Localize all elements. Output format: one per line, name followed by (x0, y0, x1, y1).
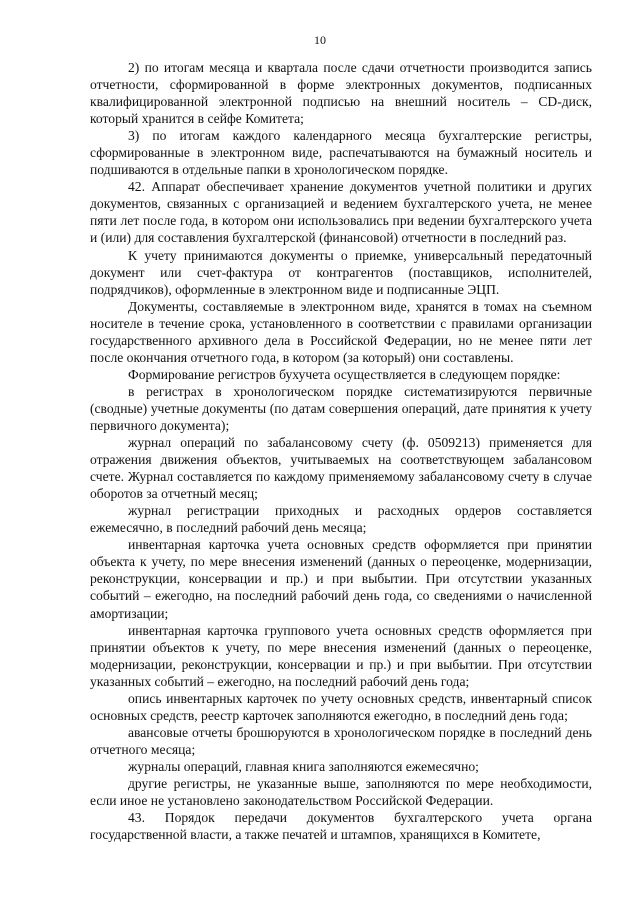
paragraph: инвентарная карточка учета основных средств оформляется при принятии объекта к учету, по мере внесения изменений (данных о переоценке, модернизации, реконструкции, консервации и пр.) и при выбытии. При отсутствии указанных событий – ежегодно, на последний рабочий день года, со сведениями о начисленной амортизации; (90, 537, 592, 621)
paragraph: другие регистры, не указанные выше, заполняются по мере необходимости, если иное не установлено законодательством Российской Федерации. (90, 775, 592, 809)
paragraph: инвентарная карточка группового учета основных средств оформляется при принятии объектов к учету, по мере внесения изменений (данных о переоценке, модернизации, реконструкции, консервации и пр.) и при выбытии. При отсутствии указанных событий – ежегодно, на последний рабочий день года; (90, 622, 592, 689)
paragraph: 2) по итогам месяца и квартала после сдачи отчетности производится запись отчетности, сформированной в форме электронных документов, подписанных квалифицированной электронной подписью на внешний носитель – CD-диск, который хранится в сейфе Комитета; (90, 60, 592, 127)
paragraph: журнал операций по забалансовому счету (ф. 0509213) применяется для отражения движения объектов, учитываемых на соответствующем забалансовом счете. Журнал составляется по каждому применяемому забалансовому счету в случае оборотов за отчетный месяц; (90, 435, 592, 502)
paragraph: Формирование регистров бухучета осуществляется в следующем порядке: (128, 366, 561, 382)
document-body (90, 59, 592, 843)
paragraph: журнал регистрации приходных и расходных ордеров составляется ежемесячно, в последний рабочий день месяца; (90, 503, 592, 536)
page-number: 10 (314, 33, 326, 47)
paragraph: Документы, составляемые в электронном виде, хранятся в томах на съемном носителе в течение срока, установленного в соответствии с правилами организации государственного архивного дела в Российской Федерации, но не менее пяти лет после окончания отчетного года, в котором (за который) они составлены. (90, 298, 592, 365)
paragraph: журналы операций, главная книга заполняются ежемесячно; (128, 758, 479, 774)
paragraph: К учету принимаются документы о приемке, универсальный передаточный документ или счет-фактура от контрагентов (поставщиков, исполнителей, подрядчиков), оформленные в электронном виде и подписанные ЭЦП. (90, 247, 592, 297)
paragraph: 42. Аппарат обеспечивает хранение документов учетной политики и других документов, связанных с организацией и ведением бухгалтерского учета, не менее пяти лет после года, в котором они использовались при ведении бухгалтерского учета и (или) для составления бухгалтерской (финансовой) отчетности в последний раз. (90, 179, 592, 246)
paragraph: в регистрах в хронологическом порядке систематизируются первичные (сводные) учетные документы (по датам совершения операций, дате принятия к учету первичного документа); (90, 383, 592, 433)
paragraph: 43. Порядок передачи документов бухгалтерского учета органа государственной власти, а также печатей и штампов, хранящихся в Комитете, (90, 810, 592, 843)
paragraph: опись инвентарных карточек по учету основных средств, инвентарный список основных средств, реестр карточек заполняются ежегодно, в последний день года; (90, 690, 592, 723)
paragraph: 3) по итогам каждого календарного месяца бухгалтерские регистры, сформированные в электронном виде, распечатываются на бумажный носитель и подшиваются в отдельные папки в хронологическом порядке. (90, 128, 592, 178)
paragraph: авансовые отчеты брошюруются в хронологическом порядке в последний день отчетного месяца; (90, 724, 592, 757)
